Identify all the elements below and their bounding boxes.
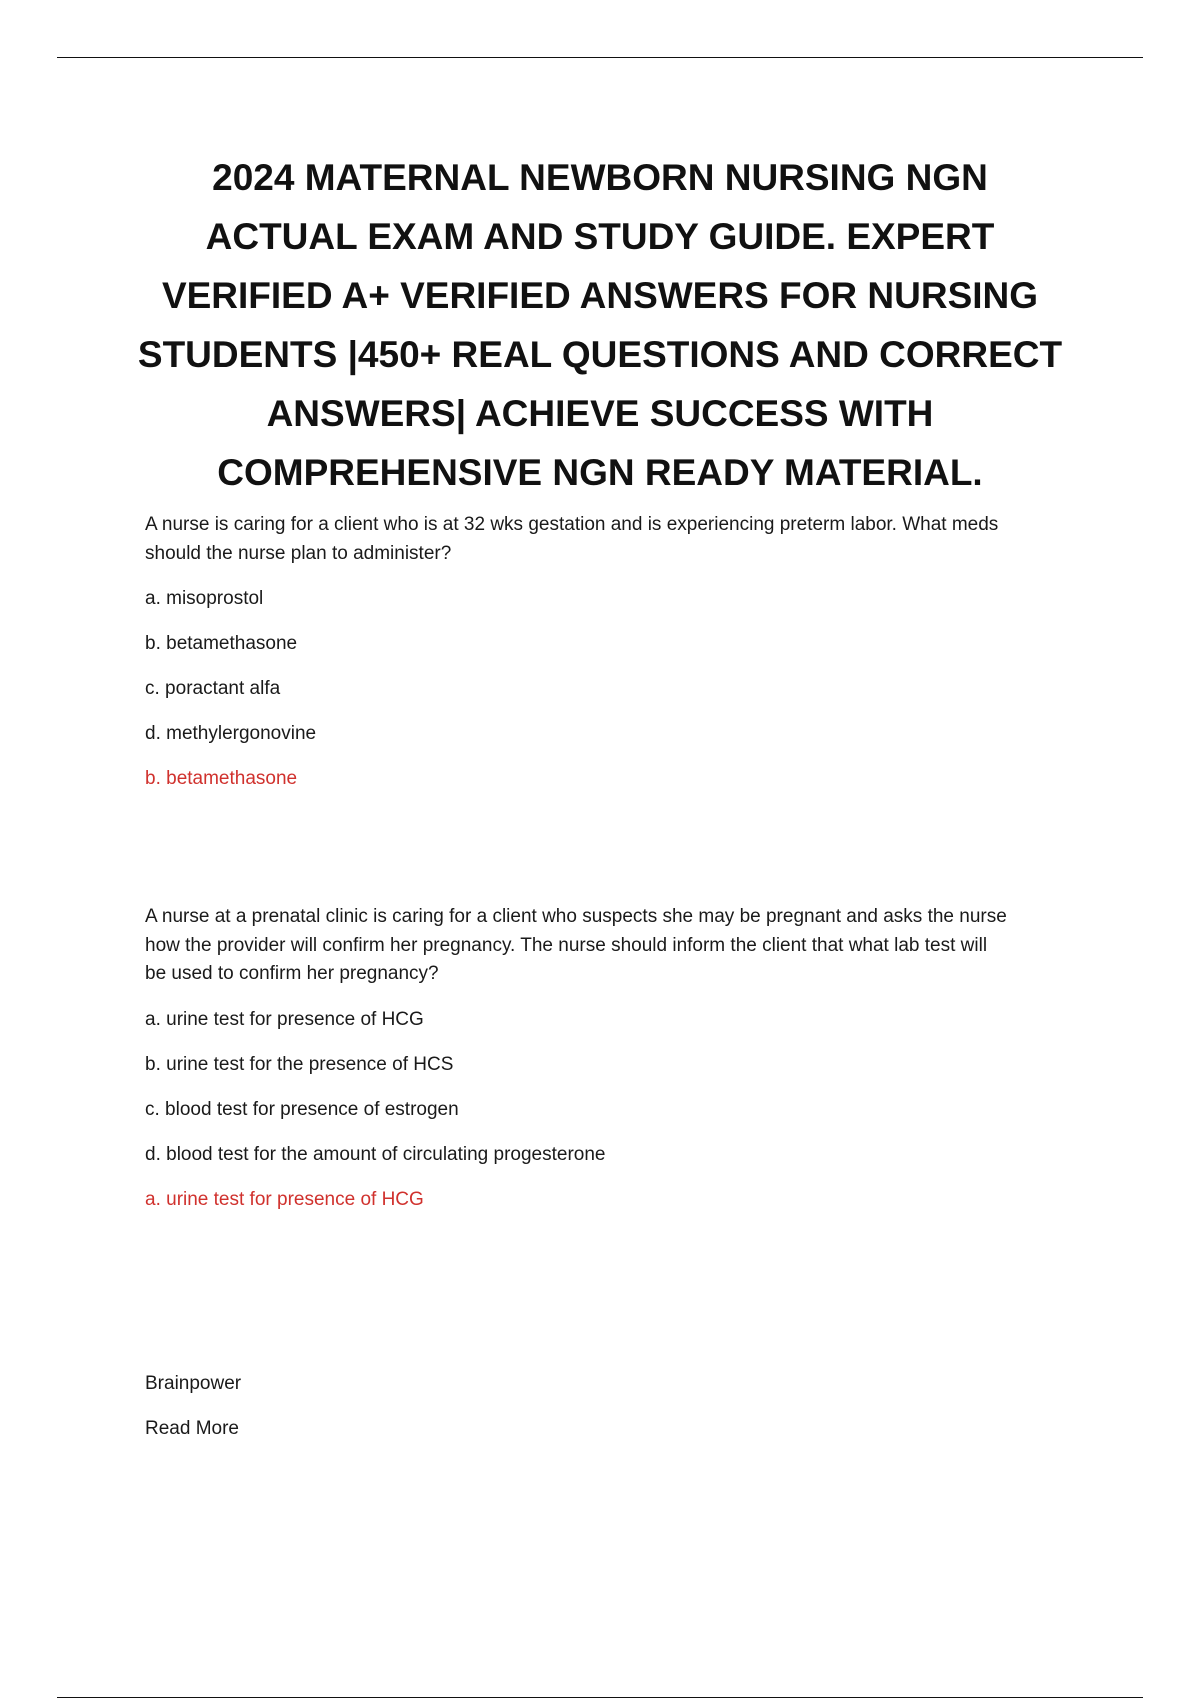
option-c: c. poractant alfa <box>145 678 281 699</box>
question-1 <box>145 511 1085 793</box>
question-stem <box>145 511 1085 568</box>
option-d: d. methylergonovine <box>145 723 317 744</box>
document-title <box>120 148 1080 502</box>
title-line: 2024 MATERNAL NEWBORN NURSING NGN <box>212 157 988 198</box>
stem-line: should the nurse plan to administer? <box>145 542 452 564</box>
title-line: ANSWERS| ACHIEVE SUCCESS WITH <box>266 393 934 434</box>
top-rule <box>57 57 1143 58</box>
title-line: VERIFIED A+ VERIFIED ANSWERS FOR NURSING <box>161 275 1039 316</box>
option-b: b. betamethasone <box>145 633 298 654</box>
stem-line: A nurse at a prenatal clinic is caring for a client who suspects she may be pregnant and asks the nurse <box>145 906 1007 927</box>
stem-line: how the provider will confirm her pregnancy. The nurse should inform the client that what lab test will <box>145 934 988 956</box>
bottom-rule <box>57 1697 1143 1698</box>
title-line: ACTUAL EXAM AND STUDY GUIDE. EXPERT <box>205 216 995 257</box>
option-c: c. blood test for presence of estrogen <box>145 1098 459 1120</box>
correct-answer: a. urine test for presence of HCG <box>145 1188 424 1210</box>
correct-answer: b. betamethasone <box>145 768 298 789</box>
option-b: b. urine test for the presence of HCS <box>145 1053 454 1075</box>
brand-label: Brainpower <box>145 1373 242 1394</box>
option-a: a. urine test for presence of HCG <box>145 1008 424 1030</box>
title-line: STUDENTS |450+ REAL QUESTIONS AND CORRECT <box>137 334 1063 375</box>
option-d: d. blood test for the amount of circulating progesterone <box>145 1143 606 1165</box>
read-more-link[interactable]: Read More <box>145 1418 239 1439</box>
stem-line: be used to confirm her pregnancy? <box>145 963 439 984</box>
question-2 <box>145 903 1085 1214</box>
option-a: a. misoprostol <box>145 588 264 609</box>
question-stem <box>145 903 1085 989</box>
footer <box>145 1370 241 1460</box>
title-line: COMPREHENSIVE NGN READY MATERIAL. <box>217 452 983 493</box>
stem-line: A nurse is caring for a client who is at 32 wks gestation and is experiencing preterm labor. What meds <box>145 514 999 535</box>
